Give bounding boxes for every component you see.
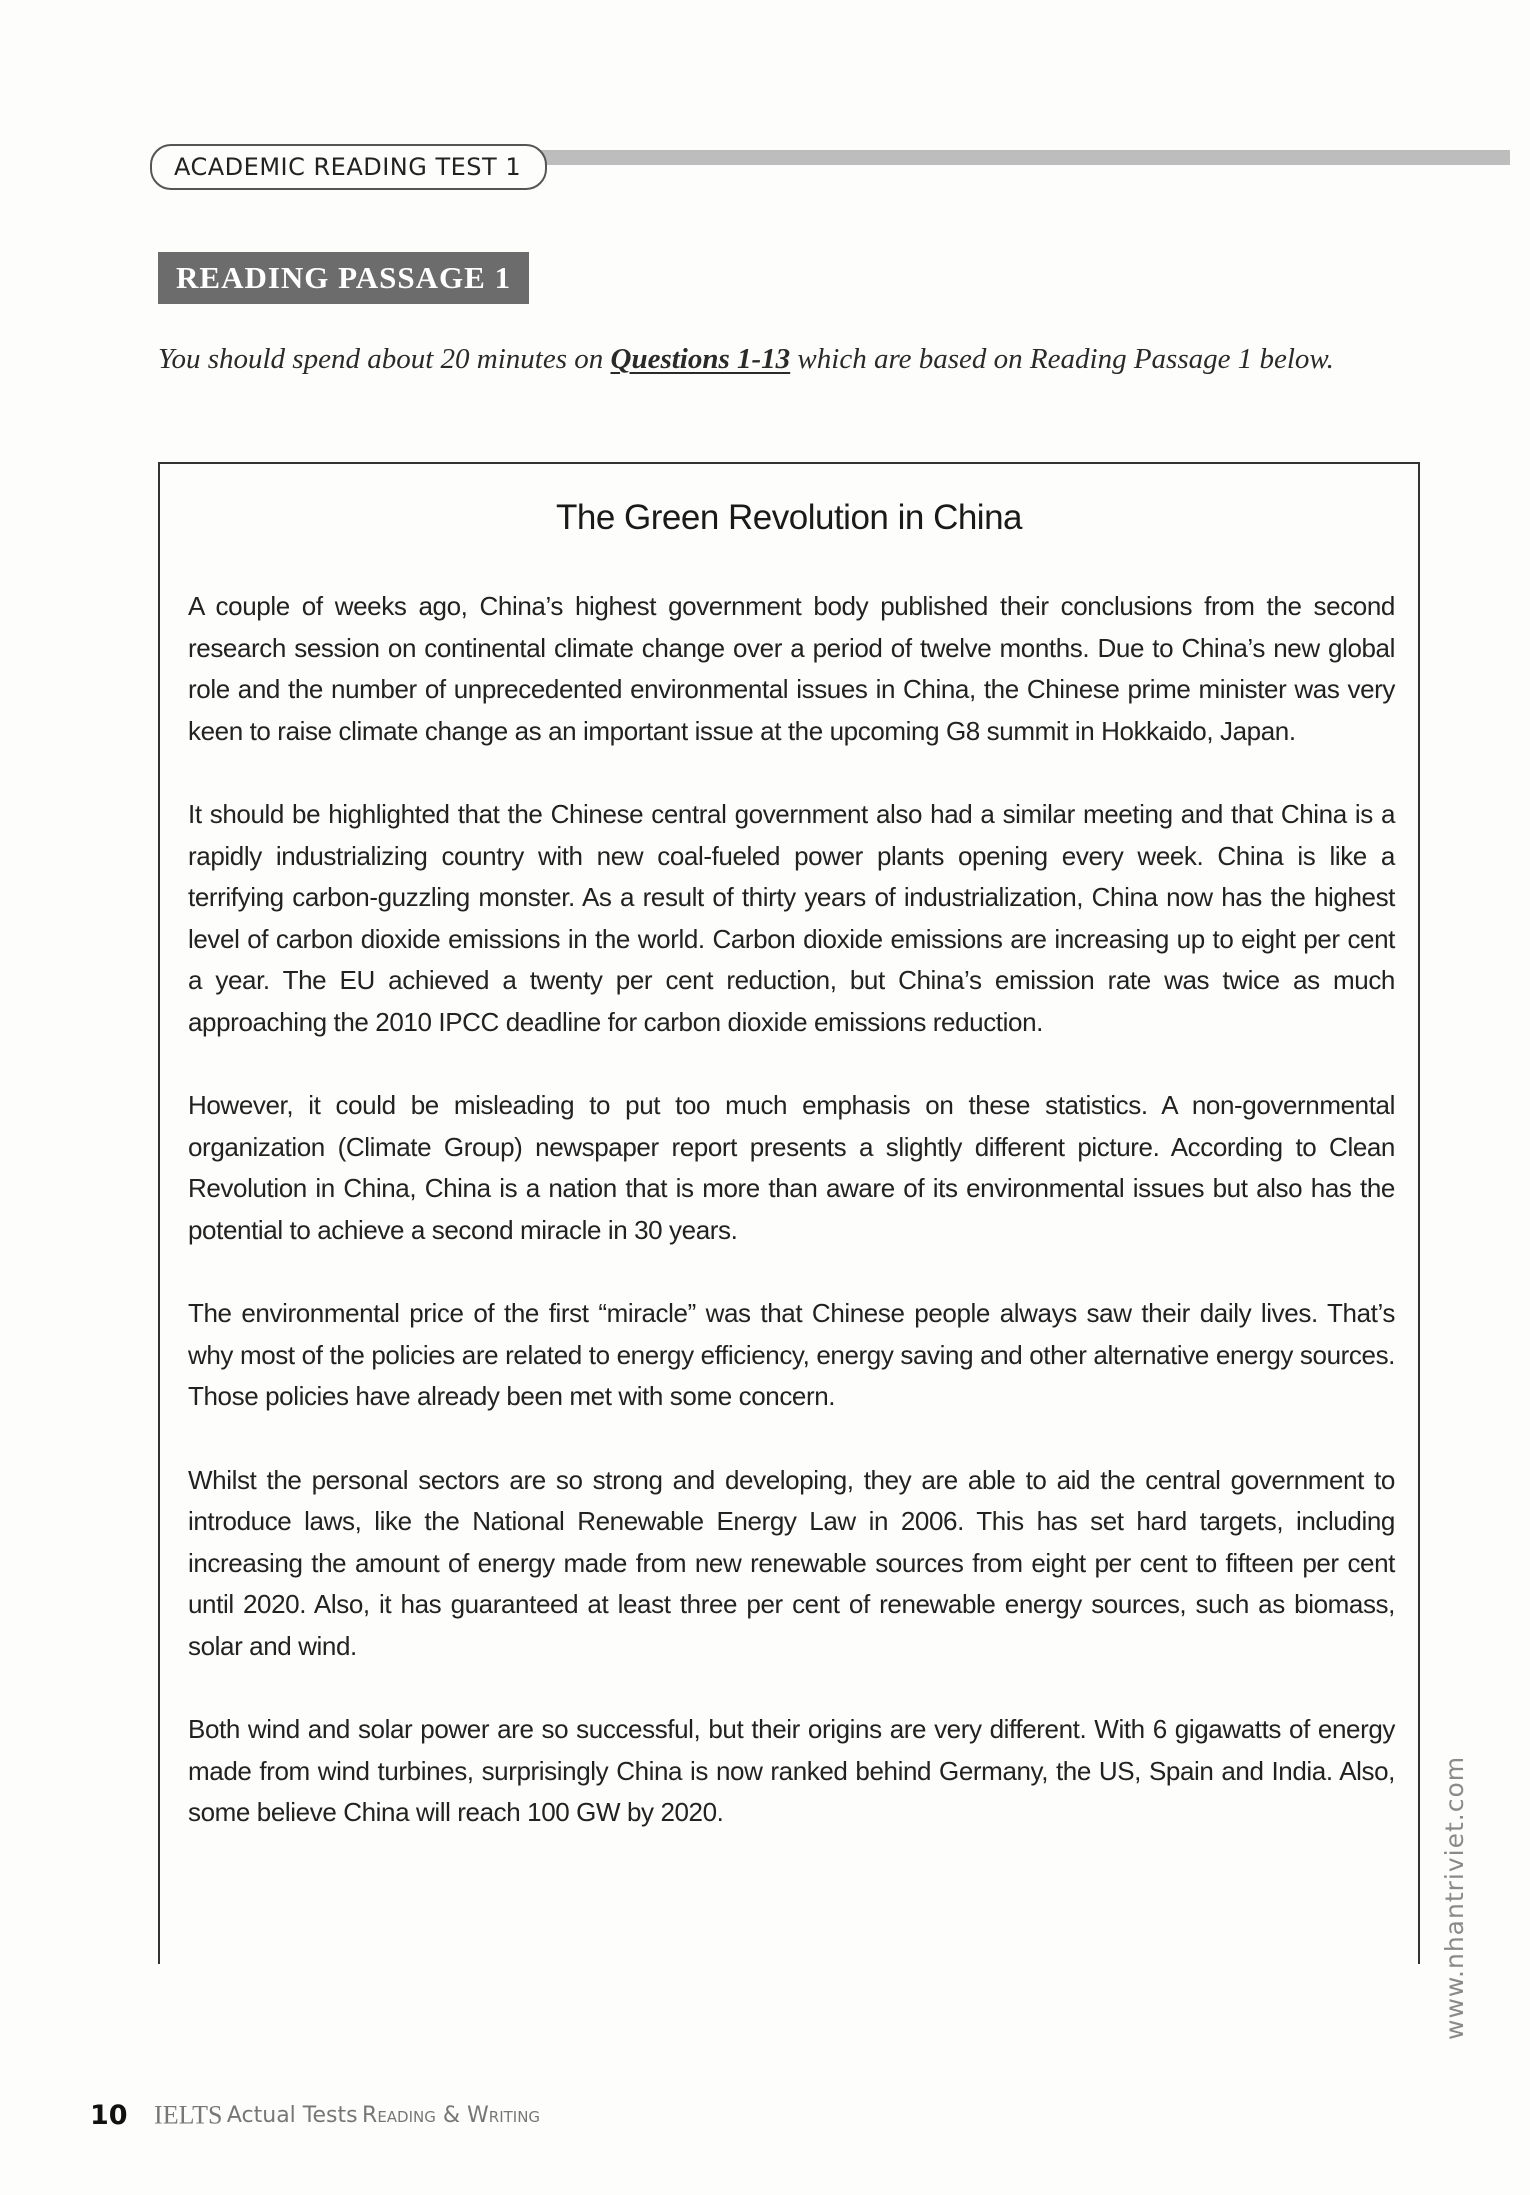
instruction-text-before: You should spend about 20 minutes on — [158, 343, 611, 375]
instructions — [158, 336, 1420, 382]
footer-subtitle: Reading & Writing — [362, 2103, 541, 2128]
passage-title: The Green Revolution in China — [555, 498, 1023, 537]
passage-paragraph-5: Whilst the personal sectors are so strong and developing, they are able to aid the central government to introduce laws, like the National Renewable Energy Law in 2006. This has set hard targets, including increasing the amount of energy made from new renewable sources from eight per cent to fifteen per cent until 2020. Also, it has guaranteed at least three per cent of renewable energy sources, such as biomass, solar and wind. — [188, 1464, 1395, 1661]
question-range: Questions 1-13 — [610, 343, 791, 375]
test-label: ACADEMIC READING TEST 1 — [150, 144, 547, 190]
page-number: 10 — [90, 2100, 128, 2131]
footer-title: Actual Tests — [226, 2103, 358, 2128]
passage-box — [158, 462, 1420, 1964]
passage-paragraph-6: Both wind and solar power are so successful, but their origins are very different. With 6 gigawatts of energy made from wind turbines, surprisingly China is now ranked behind Germany, the US, Spain and India. Also, some believe China will reach 100 GW by 2020. — [188, 1714, 1395, 1827]
page-footer — [90, 2100, 540, 2131]
passage-paragraph-3: However, it could be misleading to put too much emphasis on these statistics. A non-governmental organization (Climate Group) newspaper report presents a slightly different picture. According to Clean Revolution in China, China is a nation that is more than aware of its environmental issues but also has the potential to achieve a second miracle in 30 years. — [188, 1090, 1395, 1245]
header-rule — [530, 150, 1510, 165]
passage-paragraph-2: It should be highlighted that the Chinese central government also had a similar meeting and that China is a rapidly industrializing country with new coal-fueled power plants opening every week. China is like a terrifying carbon-guzzling monster. As a result of thirty years of industrialization, China now has the highest level of carbon dioxide emissions in the world. Carbon dioxide emissions are increasing up to eight per cent a year. The EU achieved a twenty per cent reduction, but China’s emission rate was twice as much approaching the 2010 IPCC deadline for carbon dioxide emissions reduction. — [188, 799, 1395, 1037]
passage-paragraph-4: The environmental price of the first “miracle” was that Chinese people always saw their daily lives. That’s why most of the policies are related to energy efficiency, energy saving and other alternative energy sources. Those policies have already been met with some concern. — [188, 1298, 1395, 1411]
passage-paragraph-1: A couple of weeks ago, China’s highest government body published their conclusions from the second research session on continental climate change over a period of twelve months. Due to China’s new global role and the number of unprecedented environmental issues in China, the Chinese prime minister was very keen to raise climate change as an important issue at the upcoming G8 summit in Hokkaido, Japan. — [188, 591, 1395, 746]
passage-body — [188, 586, 1395, 1876]
website-watermark: www.nhantriviet.com — [1440, 1755, 1469, 2040]
instruction-text-after: which are based on Reading Passage 1 below. — [790, 343, 1334, 375]
section-heading: READING PASSAGE 1 — [158, 252, 529, 304]
footer-brand: IELTS — [154, 2100, 223, 2130]
